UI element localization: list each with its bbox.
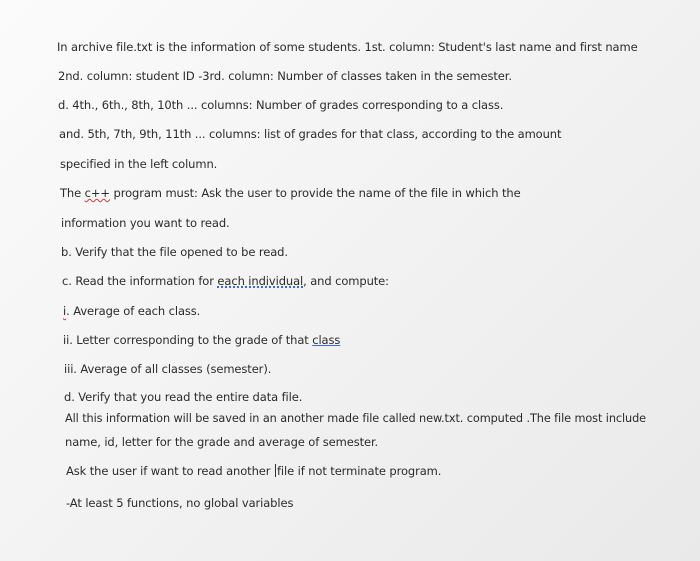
paragraph-line-8: b. Verify that the file opened to be read.	[61, 245, 288, 259]
line-text-end: program must: Ask the user to provide the name of the file in which the	[109, 186, 521, 200]
line-text-end: , and compute:	[303, 274, 389, 288]
paragraph-line-16	[66, 464, 441, 478]
grammar-marked-phrase: each individual	[217, 274, 304, 288]
paragraph-line-9	[62, 274, 389, 288]
paragraph-line-3: d. 4th., 6th., 8th, 10th ... columns: Number of grades corresponding to a class.	[58, 98, 504, 112]
text-cursor	[275, 464, 276, 477]
line-text-start: Ask the user if want to read another	[66, 464, 274, 478]
paragraph-line-1: In archive file.txt is the information of some students. 1st. column: Student's last name and first name	[57, 40, 638, 54]
paragraph-line-14: All this information will be saved in an another made file called new.txt. computed .The file most include	[65, 412, 647, 425]
line-text-start: ii. Letter corresponding to the grade of that	[63, 333, 313, 347]
paragraph-line-2: 2nd. column: student ID -3rd. column: Number of classes taken in the semester.	[58, 69, 512, 83]
paragraph-line-5: specified in the left column.	[60, 157, 218, 171]
grammar-marked-word: class	[312, 333, 341, 347]
spellcheck-marked-word: c++	[84, 186, 110, 200]
paragraph-line-4: and. 5th, 7th, 9th, 11th ... columns: list of grades for that class, according to the amount	[59, 127, 562, 141]
line-text-end: file if not terminate program.	[276, 464, 442, 478]
line-text-end: . Average of each class.	[66, 304, 201, 318]
line-text-start: The	[60, 186, 85, 200]
paragraph-line-12: iii. Average of all classes (semester).	[64, 362, 272, 376]
paragraph-line-13: d. Verify that you read the entire data file.	[64, 390, 303, 404]
paragraph-line-10	[63, 304, 200, 318]
spellcheck-marked-word: i	[63, 304, 67, 318]
paragraph-line-7: information you want to read.	[61, 216, 230, 230]
paragraph-line-15: name, id, letter for the grade and average of semester.	[65, 435, 379, 449]
paragraph-line-17: -At least 5 functions, no global variables	[66, 496, 294, 510]
paragraph-line-11	[63, 333, 340, 347]
line-text-start: c. Read the information for	[62, 274, 218, 288]
paragraph-line-6	[60, 186, 521, 200]
